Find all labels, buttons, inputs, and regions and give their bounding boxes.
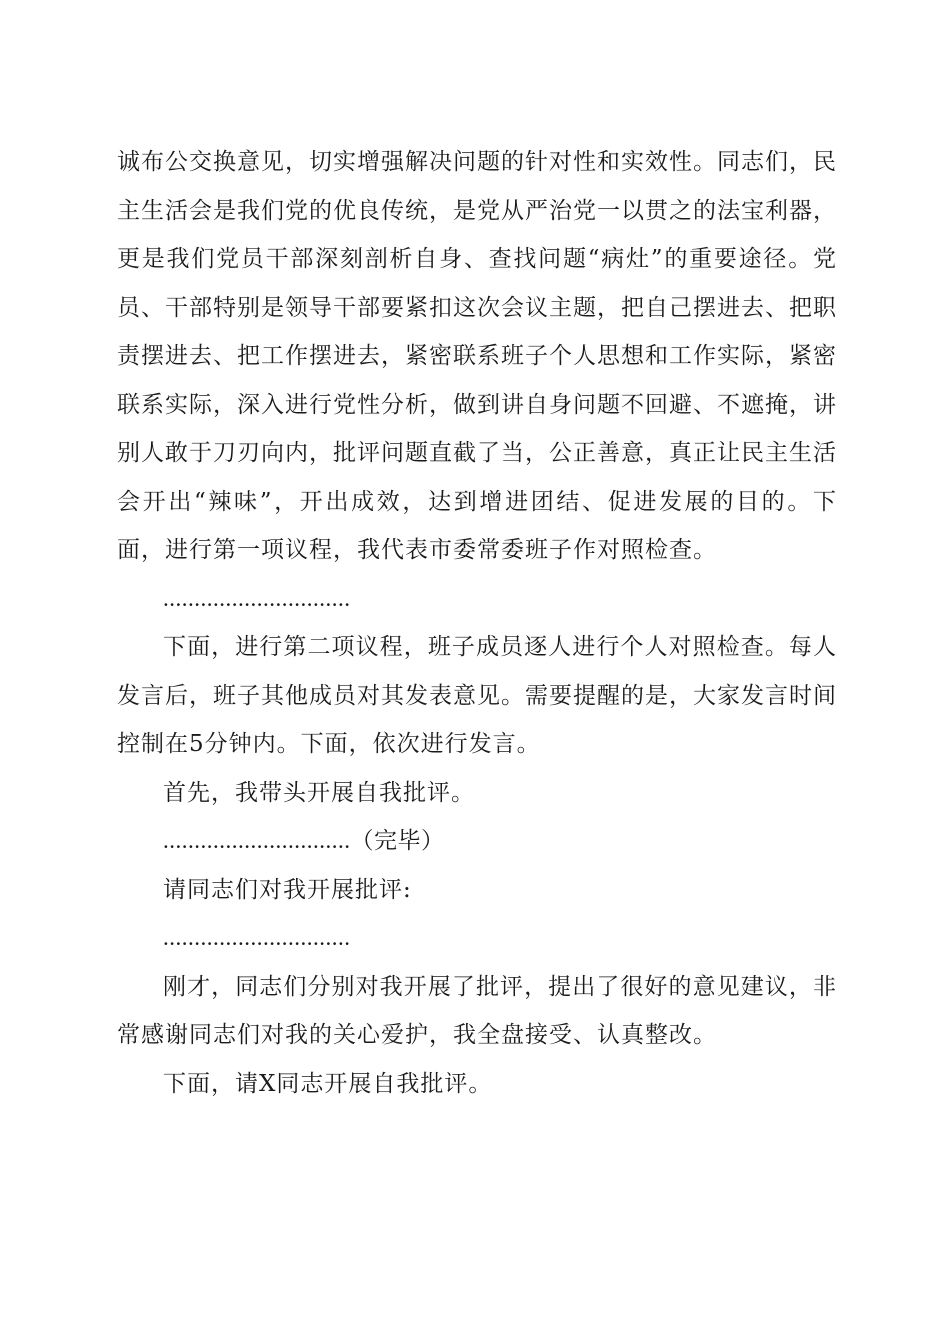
paragraph-acknowledgement: 刚才，同志们分别对我开展了批评，提出了很好的意见建议，非常感谢同志们对我的关心爱护，我全盘接受、认真整改。: [117, 973, 837, 1048]
ellipsis-line: ..............................: [163, 925, 351, 950]
paragraph-opening-continuation: 诚布公交换意见，切实增强解决问题的针对性和实效性。同志们，民主生活会是我们党的优良传统，是党从严治党一以贯之的法宝利器，更是我们党员干部深刻剖析自身、查找问题“病灶”的重要途径。党员、干部特别是领导干部要紧扣这次会议主题，把自己摆进去、把职责摆进去、把工作摆进去，紧密联系班子个人思想和工作实际，紧密联系实际，深入进行党性分析，做到讲自身问题不回避、不遮掩，讲别人敢于刀刃向内，批评问题直截了当，公正善意，真正让民主生活会开出“辣味”，开出成效，达到增进团结、促进发展的目的。下面，进行第一项议程，我代表市委常委班子作对照检查。: [117, 149, 837, 563]
paragraph-self-criticism-first: 首先，我带头开展自我批评。: [163, 779, 475, 806]
paragraph-second-agenda: 下面，进行第二项议程，班子成员逐人进行个人对照检查。每人发言后，班子其他成员对其发表意见。需要提醒的是，大家发言时间控制在5分钟内。下面，依次进行发言。: [117, 634, 837, 757]
ellipsis-line-finished: ..............................（完毕）: [163, 828, 445, 853]
document-body: [117, 138, 837, 1108]
paragraph-next-speaker: 下面，请X同志开展自我批评。: [163, 1070, 493, 1097]
paragraph-request-criticism: 请同志们对我开展批评:: [163, 876, 412, 903]
ellipsis-line: ..............................: [163, 585, 351, 611]
